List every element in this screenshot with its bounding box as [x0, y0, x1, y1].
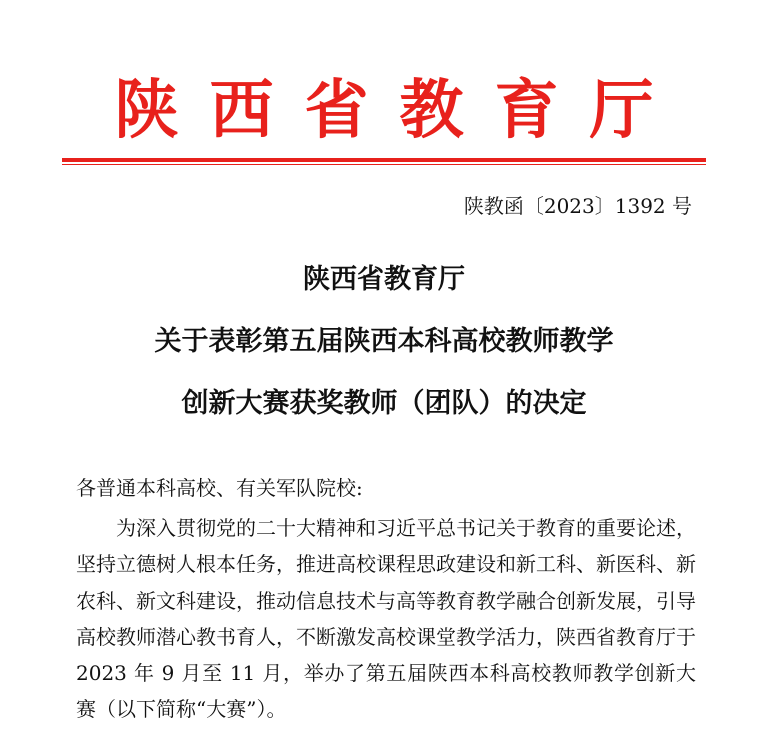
title-line-2: 关于表彰第五届陕西本科高校教师教学 — [154, 326, 614, 357]
body-paragraph: 为深入贯彻党的二十大精神和习近平总书记关于教育的重要论述，坚持立德树人根本任务，推进高校课程思政建设和新工科、新医科、新农科、新文科建设，推动信息技术与高等教育教学融合创新发展，引导高校教师潜心教书育人，不断激发高校课堂教学活力，陕西省教育厅于 2023 年 9 月至 11 月，举办了第五届陕西本科高校教师教学创新大赛（以下简称“大赛”）。 — [76, 516, 696, 722]
masthead-rule — [62, 158, 706, 165]
salutation: 各普通本科高校、有关军队院校: — [76, 476, 363, 500]
masthead-title: 陕西省教育厅 — [114, 73, 685, 148]
masthead — [64, 72, 704, 150]
rule-thin-line — [62, 164, 706, 165]
title-line-1: 陕西省教育厅 — [303, 264, 465, 295]
title-line-3: 创新大赛获奖教师（团队）的决定 — [181, 388, 587, 419]
document-number: 陕教函〔2023〕1392 号 — [463, 194, 692, 218]
